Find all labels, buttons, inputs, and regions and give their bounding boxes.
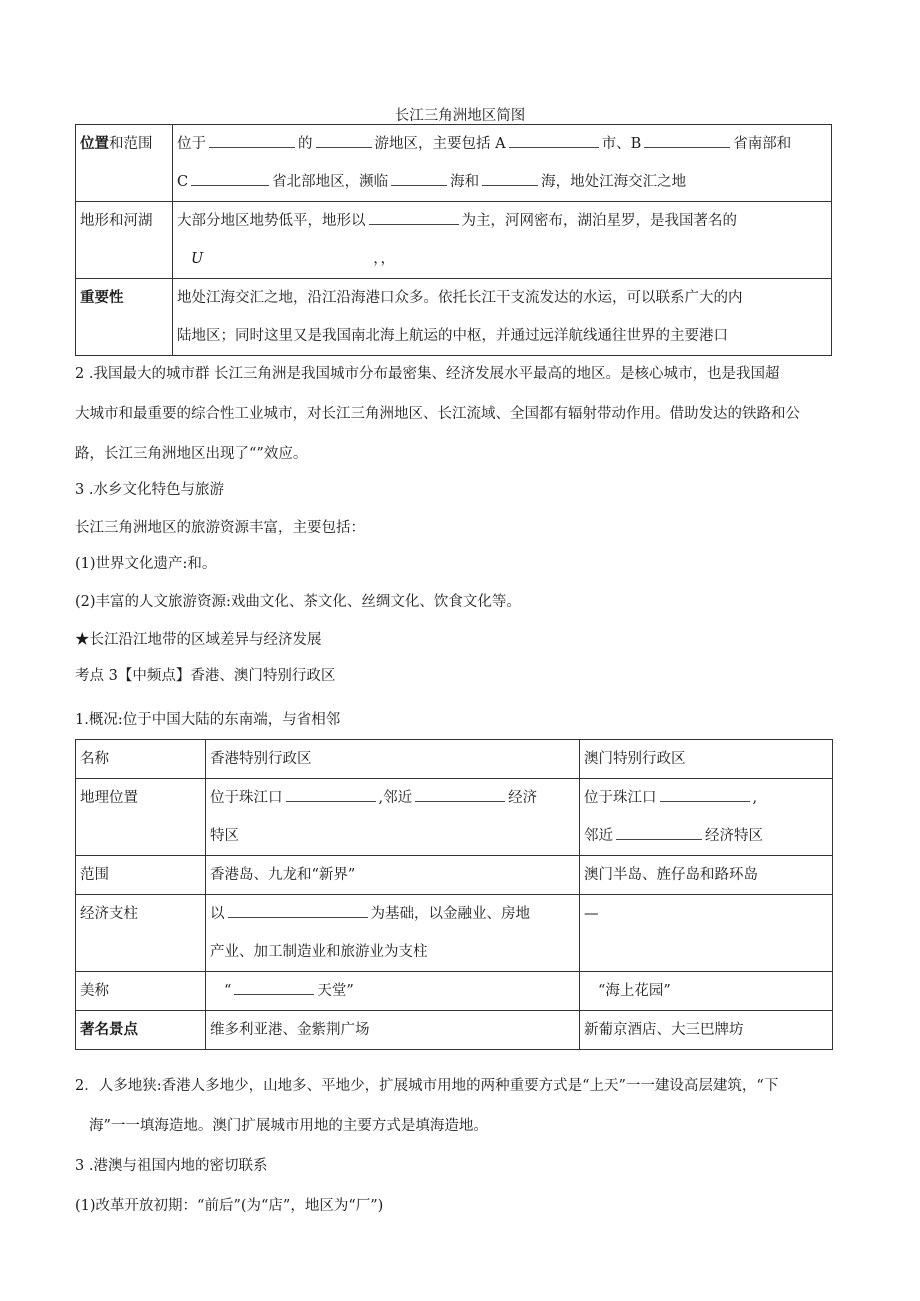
map-caption: 长江三角洲地区简图	[394, 108, 526, 124]
table-row	[76, 202, 832, 279]
row-cell-location: 位于 的 游地区，主要包括 A 市、B 省南部和 C 省北部地区，濒临 海和 海，地处江海交汇之地	[173, 125, 832, 202]
row-cell-importance: 地处江海交汇之地，沿江沿海港口众多。依托长江干支流发达的水运，可以联系广大的内 陆地区；同时这里又是我国南北海上航运的中枢，并通过远洋航线通往世界的主要港口	[173, 279, 832, 356]
table-row	[76, 856, 833, 895]
fill-blank[interactable]	[369, 210, 459, 225]
row-head-importance: 重要性	[76, 279, 173, 356]
hk-macau-table	[75, 739, 833, 1050]
paragraph-city-cluster: 2 .我国最大的城市群 长江三角洲是我国城市分布最密集、经济发展水平最高的地区。是核心城市，也是我国超 大城市和最重要的综合性工业城市，对长江三角洲地区、长江流域、全国都有辐射带动作用。借助发达的铁路和公 路，长江三角洲地区出现了“”效应。	[75, 366, 800, 462]
fill-blank[interactable]	[660, 787, 750, 802]
table-row	[76, 972, 833, 1011]
macau-nickname: “海上花园”	[580, 972, 833, 1011]
row-head-location: 地理位置	[76, 779, 206, 856]
paragraph-land: 2．人多地狭:香港人多地少，山地多、平地少，扩展城市用地的两种重要方式是“上天”一一建设高层建筑，“下 海”一一填海造地。澳门扩展城市用地的主要方式是填海造地。 3 .港澳与祖国内地的密切联系 (1)改革开放初期：“前后”(为“店”，地区为“厂”)	[75, 1078, 779, 1214]
row-cell-terrain: 大部分地区地势低平，地形以 为主，河网密布，湖泊星罗，是我国著名的 U ，，	[173, 202, 832, 279]
fill-blank[interactable]	[391, 171, 447, 186]
fill-blank[interactable]	[286, 787, 376, 802]
fill-blank[interactable]	[209, 133, 295, 148]
table-row	[76, 1011, 833, 1050]
row-head-terrain: 地形和河湖	[76, 202, 173, 279]
fill-blank[interactable]	[616, 825, 702, 840]
fill-blank[interactable]	[509, 133, 599, 148]
row-head-location: 位置和范围	[76, 125, 173, 202]
fill-blank[interactable]	[191, 171, 269, 186]
fill-blank[interactable]	[482, 171, 538, 186]
yangtze-delta-table	[75, 124, 832, 356]
header-hk: 香港特别行政区	[206, 740, 580, 779]
row-head-range: 范围	[76, 856, 206, 895]
fill-blank[interactable]	[316, 133, 372, 148]
hk-location: 位于珠江口 ,邻近 经济 特区	[206, 779, 580, 856]
hk-nickname: “ 天堂”	[206, 972, 580, 1011]
hk-economy: 以 为基础，以金融业、房地 产业、加工制造业和旅游业为支柱	[206, 895, 580, 972]
fill-blank[interactable]	[644, 133, 730, 148]
hk-spots: 维多利亚港、金紫荆广场	[206, 1011, 580, 1050]
table-row	[76, 895, 833, 972]
table-row	[76, 279, 832, 356]
macau-spots: 新葡京酒店、大三巴牌坊	[580, 1011, 833, 1050]
row-head-nickname: 美称	[76, 972, 206, 1011]
header-macau: 澳门特别行政区	[580, 740, 833, 779]
macau-location: 位于珠江口 , 邻近 经济特区	[580, 779, 833, 856]
fill-blank[interactable]	[234, 980, 314, 995]
table-row	[76, 779, 833, 856]
table-row	[76, 740, 833, 779]
table-row	[76, 125, 832, 202]
hk-range: 香港岛、九龙和“新界”	[206, 856, 580, 895]
paragraph-tourism: 3 .水乡文化特色与旅游 长江三角洲地区的旅游资源丰富，主要包括： (1)世界文化遗产:和。 (2)丰富的人文旅游资源:戏曲文化、茶文化、丝绸文化、饮食文化等。 ★长江沿江地带的区域差异与经济发展 考点 3【中频点】香港、澳门特别行政区 1.概况:位于中国大陆的东南端，与省相邻	[75, 482, 521, 728]
row-head-spots: 著名景点	[76, 1011, 206, 1050]
row-head-economy: 经济支柱	[76, 895, 206, 972]
macau-economy: —	[580, 895, 833, 972]
fill-blank[interactable]	[228, 903, 368, 918]
macau-range: 澳门半岛、旌仔岛和路环岛	[580, 856, 833, 895]
header-name: 名称	[76, 740, 206, 779]
fill-blank[interactable]	[415, 787, 505, 802]
